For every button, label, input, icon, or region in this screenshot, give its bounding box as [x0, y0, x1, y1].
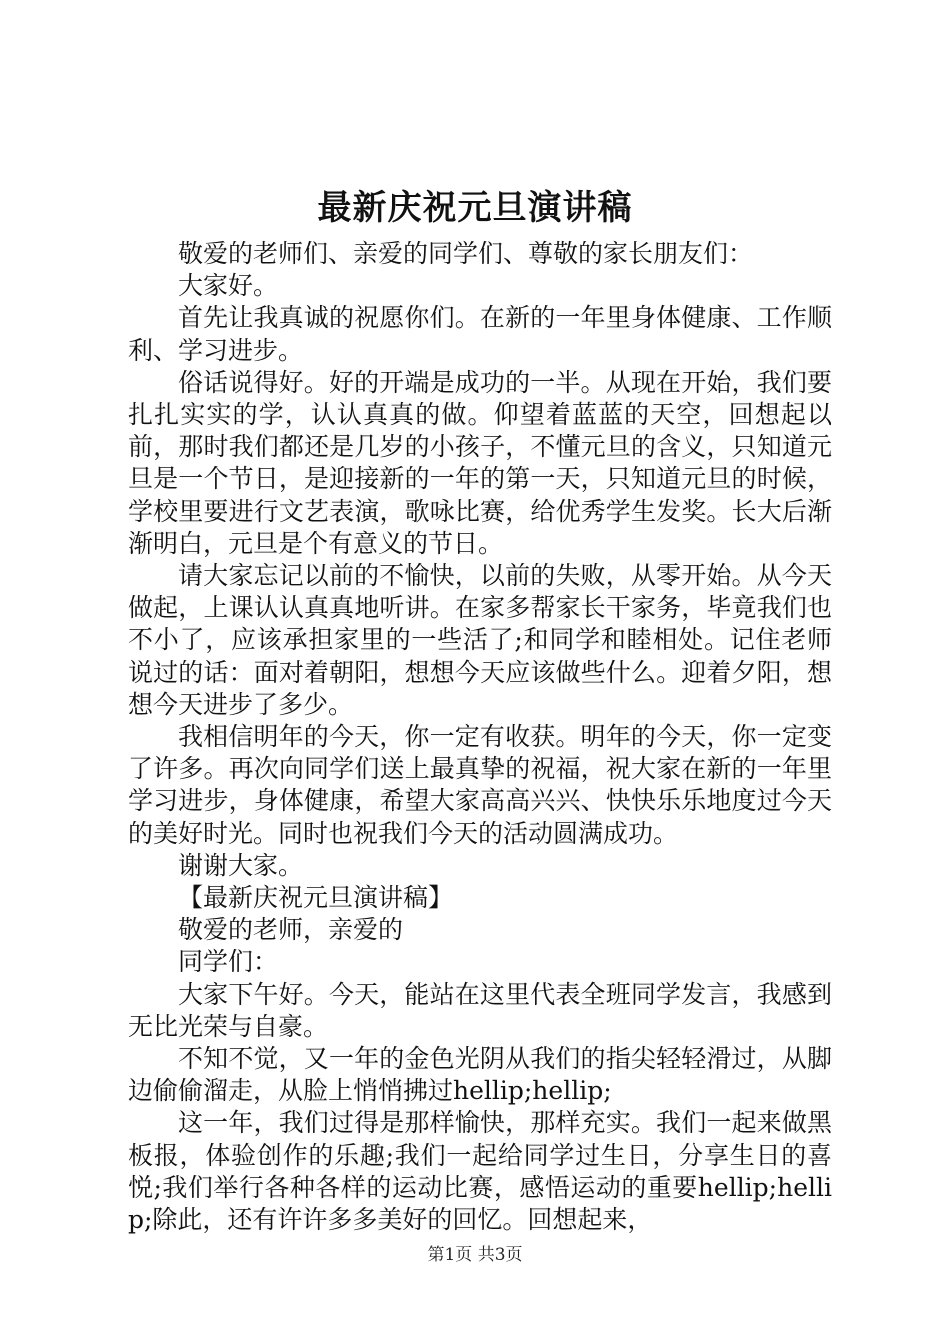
paragraph: 不知不觉，又一年的金色光阴从我们的指尖轻轻滑过，从脚边偷偷溜走，从脸上悄悄拂过hellip;hellip;: [128, 1044, 832, 1106]
document-title: 最新庆祝元旦演讲稿: [317, 188, 633, 228]
paragraph: 大家好。: [178, 271, 279, 301]
paragraph: 俗话说得好。好的开端是成功的一半。从现在开始，我们要扎扎实实的学，认认真真的做。仰望着蓝蓝的天空，回想起以前，那时我们都还是几岁的小孩子，不懂元旦的含义，只知道元旦是一个节日，是迎接新的一年的第一天，只知道元旦的时候，学校里要进行文艺表演，歌咏比赛，给优秀学生发奖。长大后渐渐明白，元旦是个有意义的节日。: [128, 367, 832, 558]
paragraph: 大家下午好。今天，能站在这里代表全班同学发言，我感到无比光荣与自豪。: [128, 979, 832, 1041]
page-footer: 第1页 共3页: [427, 1245, 523, 1265]
paragraph: 【最新庆祝元旦演讲稿】: [178, 883, 454, 913]
paragraph: 我相信明年的今天，你一定有收获。明年的今天，你一定变了许多。再次向同学们送上最真挚的祝福，祝大家在新的一年里学习进步，身体健康，希望大家高高兴兴、快快乐乐地度过今天的美好时光。同时也祝我们今天的活动圆满成功。: [128, 722, 832, 848]
document-body: [128, 238, 832, 1236]
paragraph: 这一年，我们过得是那样愉快，那样充实。我们一起来做黑板报，体验创作的乐趣;我们一起给同学过生日，分享生日的喜悦;我们举行各种各样的运动比赛，感悟运动的重要hellip;hellip;除此，还有许许多多美好的回忆。回想起来，: [128, 1108, 832, 1235]
paragraph: 请大家忘记以前的不愉快，以前的失败，从零开始。从今天做起，上课认认真真地听讲。在家多帮家长干家务，毕竟我们也不小了，应该承担家里的一些活了;和同学和睦相处。记住老师说过的话：面对着朝阳，想想今天应该做些什么。迎着夕阳，想想今天进步了多少。: [128, 561, 832, 719]
paragraph: 敬爱的老师，亲爱的: [178, 915, 404, 945]
paragraph: 谢谢大家。: [178, 850, 304, 880]
paragraph: 敬爱的老师们、亲爱的同学们、尊敬的家长朋友们：: [178, 239, 754, 268]
paragraph: 同学们：: [178, 947, 279, 977]
paragraph: 首先让我真诚的祝愿你们。在新的一年里身体健康、工作顺利、学习进步。: [128, 303, 832, 365]
